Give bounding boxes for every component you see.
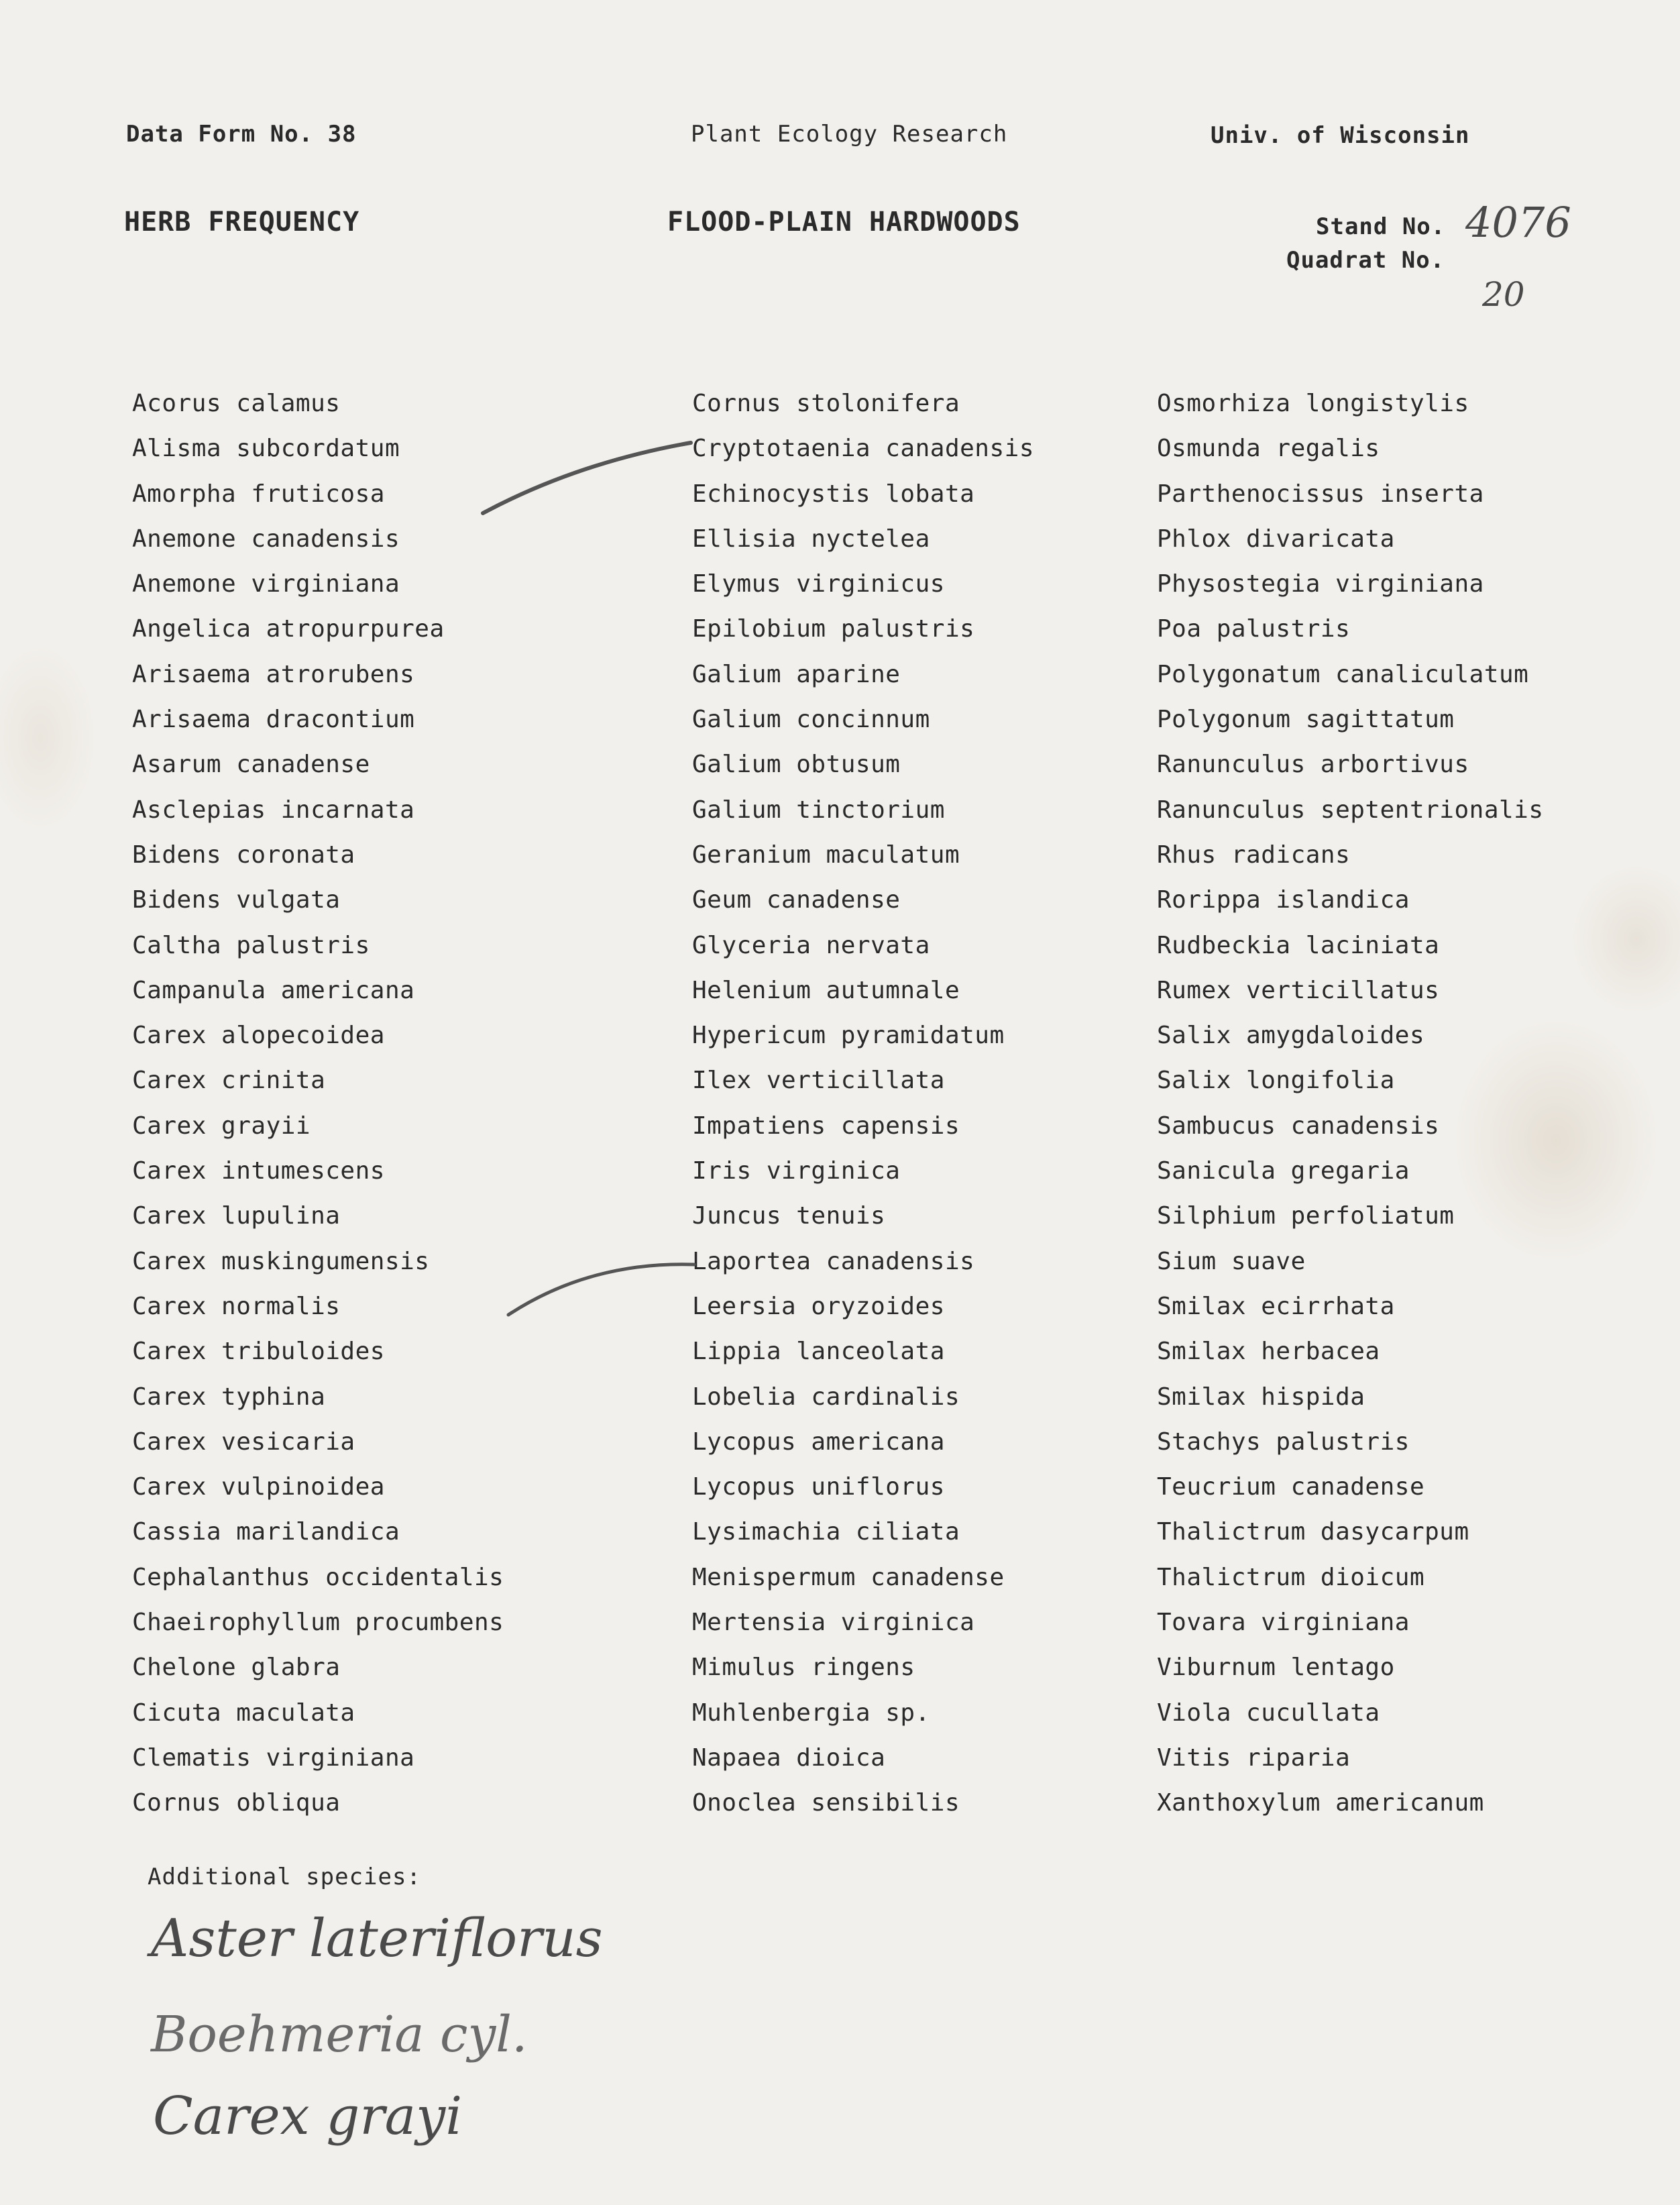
species-entry: Salix longifolia xyxy=(1157,1067,1395,1095)
species-entry: Leersia oryzoides xyxy=(692,1292,945,1320)
species-entry: Cryptotaenia canadensis xyxy=(692,435,1034,463)
check-mark-laportea xyxy=(508,1265,694,1315)
species-entry: Galium obtusum xyxy=(692,751,901,779)
species-entry: Alisma subcordatum xyxy=(132,435,400,463)
species-entry: Arisaema dracontium xyxy=(132,706,415,734)
species-entry: Silphium perfoliatum xyxy=(1157,1202,1455,1230)
species-entry: Lycopus uniflorus xyxy=(692,1473,945,1501)
species-entry: Lycopus americana xyxy=(692,1428,945,1456)
species-entry: Impatiens capensis xyxy=(692,1112,960,1140)
species-entry: Rhus radicans xyxy=(1157,841,1351,869)
species-entry: Asarum canadense xyxy=(132,751,370,779)
species-column-3 xyxy=(1157,381,1544,1826)
species-entry: Clematis virginiana xyxy=(132,1743,415,1772)
species-entry: Geranium maculatum xyxy=(692,841,960,869)
species-entry: Hypericum pyramidatum xyxy=(692,1022,1005,1050)
species-entry: Physostegia virginiana xyxy=(1157,570,1484,598)
species-entry: Polygonatum canaliculatum xyxy=(1157,660,1529,688)
species-entry: Carex typhina xyxy=(132,1383,326,1411)
species-entry: Anemone virginiana xyxy=(132,570,400,598)
species-entry: Parthenocissus inserta xyxy=(1157,480,1484,508)
species-entry: Thalictrum dasycarpum xyxy=(1157,1518,1469,1546)
species-entry: Cornus stolonifera xyxy=(692,390,960,417)
handwritten-species-2: Boehmeria cyl. xyxy=(151,2006,528,2063)
quadrat-number-handwritten: 20 xyxy=(1482,275,1525,314)
species-entry: Stachys palustris xyxy=(1157,1428,1410,1456)
species-entry: Bidens coronata xyxy=(132,841,355,869)
form-number: Data Form No. 38 xyxy=(126,121,357,148)
species-entry: Chelone glabra xyxy=(132,1654,341,1682)
handwritten-species-3: Carex grayi xyxy=(153,2086,463,2147)
species-entry: Sambucus canadensis xyxy=(1157,1112,1440,1140)
species-entry: Caltha palustris xyxy=(132,931,370,959)
stand-label: Stand No. xyxy=(1316,213,1446,240)
species-entry: Ranunculus septentrionalis xyxy=(1157,796,1544,824)
species-entry: Viburnum lentago xyxy=(1157,1654,1395,1682)
species-entry: Smilax ecirrhata xyxy=(1157,1292,1395,1320)
species-entry: Carex alopecoidea xyxy=(132,1022,385,1050)
species-entry: Cassia marilandica xyxy=(132,1518,400,1546)
species-entry: Carex crinita xyxy=(132,1067,326,1095)
species-entry: Juncus tenuis xyxy=(692,1202,886,1230)
species-entry: Cicuta maculata xyxy=(132,1699,355,1727)
species-entry: Ilex verticillata xyxy=(692,1067,945,1095)
species-entry: Cephalanthus occidentalis xyxy=(132,1563,504,1591)
check-mark-cryptotaenia xyxy=(483,443,691,513)
species-entry: Anemone canadensis xyxy=(132,525,400,553)
species-entry: Carex grayii xyxy=(132,1112,311,1140)
species-entry: Galium concinnum xyxy=(692,706,930,734)
species-entry: Onoclea sensibilis xyxy=(692,1789,960,1817)
species-column-1 xyxy=(132,381,504,1826)
handwritten-species-1: Aster lateriflorus xyxy=(151,1908,603,1969)
species-entry: Arisaema atrorubens xyxy=(132,660,415,688)
species-entry: Smilax herbacea xyxy=(1157,1338,1380,1366)
species-entry: Salix amygdaloides xyxy=(1157,1022,1425,1050)
species-entry: Lobelia cardinalis xyxy=(692,1383,960,1411)
species-entry: Carex vulpinoidea xyxy=(132,1473,385,1501)
species-entry: Smilax hispida xyxy=(1157,1383,1365,1411)
community-title: FLOOD-PLAIN HARDWOODS xyxy=(667,207,1021,237)
species-entry: Chaeirophyllum procumbens xyxy=(132,1609,504,1637)
species-entry: Rudbeckia laciniata xyxy=(1157,931,1440,959)
species-entry: Glyceria nervata xyxy=(692,931,930,959)
species-entry: Polygonum sagittatum xyxy=(1157,706,1455,734)
species-entry: Napaea dioica xyxy=(692,1743,886,1772)
species-entry: Helenium autumnale xyxy=(692,976,960,1004)
species-entry: Carex lupulina xyxy=(132,1202,341,1230)
species-entry: Echinocystis lobata xyxy=(692,480,975,508)
species-entry: Galium aparine xyxy=(692,660,901,688)
species-entry: Epilobium palustris xyxy=(692,615,975,643)
species-entry: Angelica atropurpurea xyxy=(132,615,445,643)
species-entry: Asclepias incarnata xyxy=(132,796,415,824)
species-entry: Sanicula gregaria xyxy=(1157,1157,1410,1185)
species-entry: Xanthoxylum americanum xyxy=(1157,1789,1484,1817)
species-entry: Rumex verticillatus xyxy=(1157,976,1440,1004)
species-entry: Thalictrum dioicum xyxy=(1157,1563,1425,1591)
additional-species-label: Additional species: xyxy=(148,1864,421,1890)
species-entry: Galium tinctorium xyxy=(692,796,945,824)
species-entry: Cornus obliqua xyxy=(132,1789,341,1817)
species-entry: Carex tribuloides xyxy=(132,1338,385,1366)
university: Univ. of Wisconsin xyxy=(1211,122,1470,149)
species-entry: Menispermum canadense xyxy=(692,1563,1005,1591)
species-entry: Laportea canadensis xyxy=(692,1247,975,1275)
species-entry: Vitis riparia xyxy=(1157,1743,1351,1772)
species-entry: Carex vesicaria xyxy=(132,1428,355,1456)
organization: Plant Ecology Research xyxy=(691,121,1008,148)
species-entry: Lysimachia ciliata xyxy=(692,1518,960,1546)
species-entry: Sium suave xyxy=(1157,1247,1306,1275)
form-title: HERB FREQUENCY xyxy=(124,207,360,237)
species-entry: Elymus virginicus xyxy=(692,570,945,598)
species-entry: Muhlenbergia sp. xyxy=(692,1699,930,1727)
species-entry: Mertensia virginica xyxy=(692,1609,975,1637)
species-entry: Osmorhiza longistylis xyxy=(1157,390,1469,417)
species-entry: Acorus calamus xyxy=(132,390,341,417)
species-entry: Ranunculus arbortivus xyxy=(1157,751,1469,779)
species-entry: Ellisia nyctelea xyxy=(692,525,930,553)
species-entry: Amorpha fruticosa xyxy=(132,480,385,508)
species-entry: Viola cucullata xyxy=(1157,1699,1380,1727)
species-entry: Rorippa islandica xyxy=(1157,886,1410,914)
species-entry: Campanula americana xyxy=(132,976,415,1004)
species-entry: Phlox divaricata xyxy=(1157,525,1395,553)
species-entry: Carex intumescens xyxy=(132,1157,385,1185)
stand-number-handwritten: 4076 xyxy=(1465,198,1571,247)
quadrat-label: Quadrat No. xyxy=(1286,247,1445,274)
species-column-2 xyxy=(692,381,1034,1826)
species-entry: Tovara virginiana xyxy=(1157,1609,1410,1637)
species-entry: Mimulus ringens xyxy=(692,1654,915,1682)
species-entry: Osmunda regalis xyxy=(1157,435,1380,463)
species-entry: Carex normalis xyxy=(132,1292,341,1320)
species-entry: Bidens vulgata xyxy=(132,886,341,914)
species-entry: Poa palustris xyxy=(1157,615,1351,643)
species-entry: Carex muskingumensis xyxy=(132,1247,430,1275)
species-entry: Teucrium canadense xyxy=(1157,1473,1425,1501)
species-entry: Iris virginica xyxy=(692,1157,901,1185)
species-entry: Geum canadense xyxy=(692,886,901,914)
species-entry: Lippia lanceolata xyxy=(692,1338,945,1366)
